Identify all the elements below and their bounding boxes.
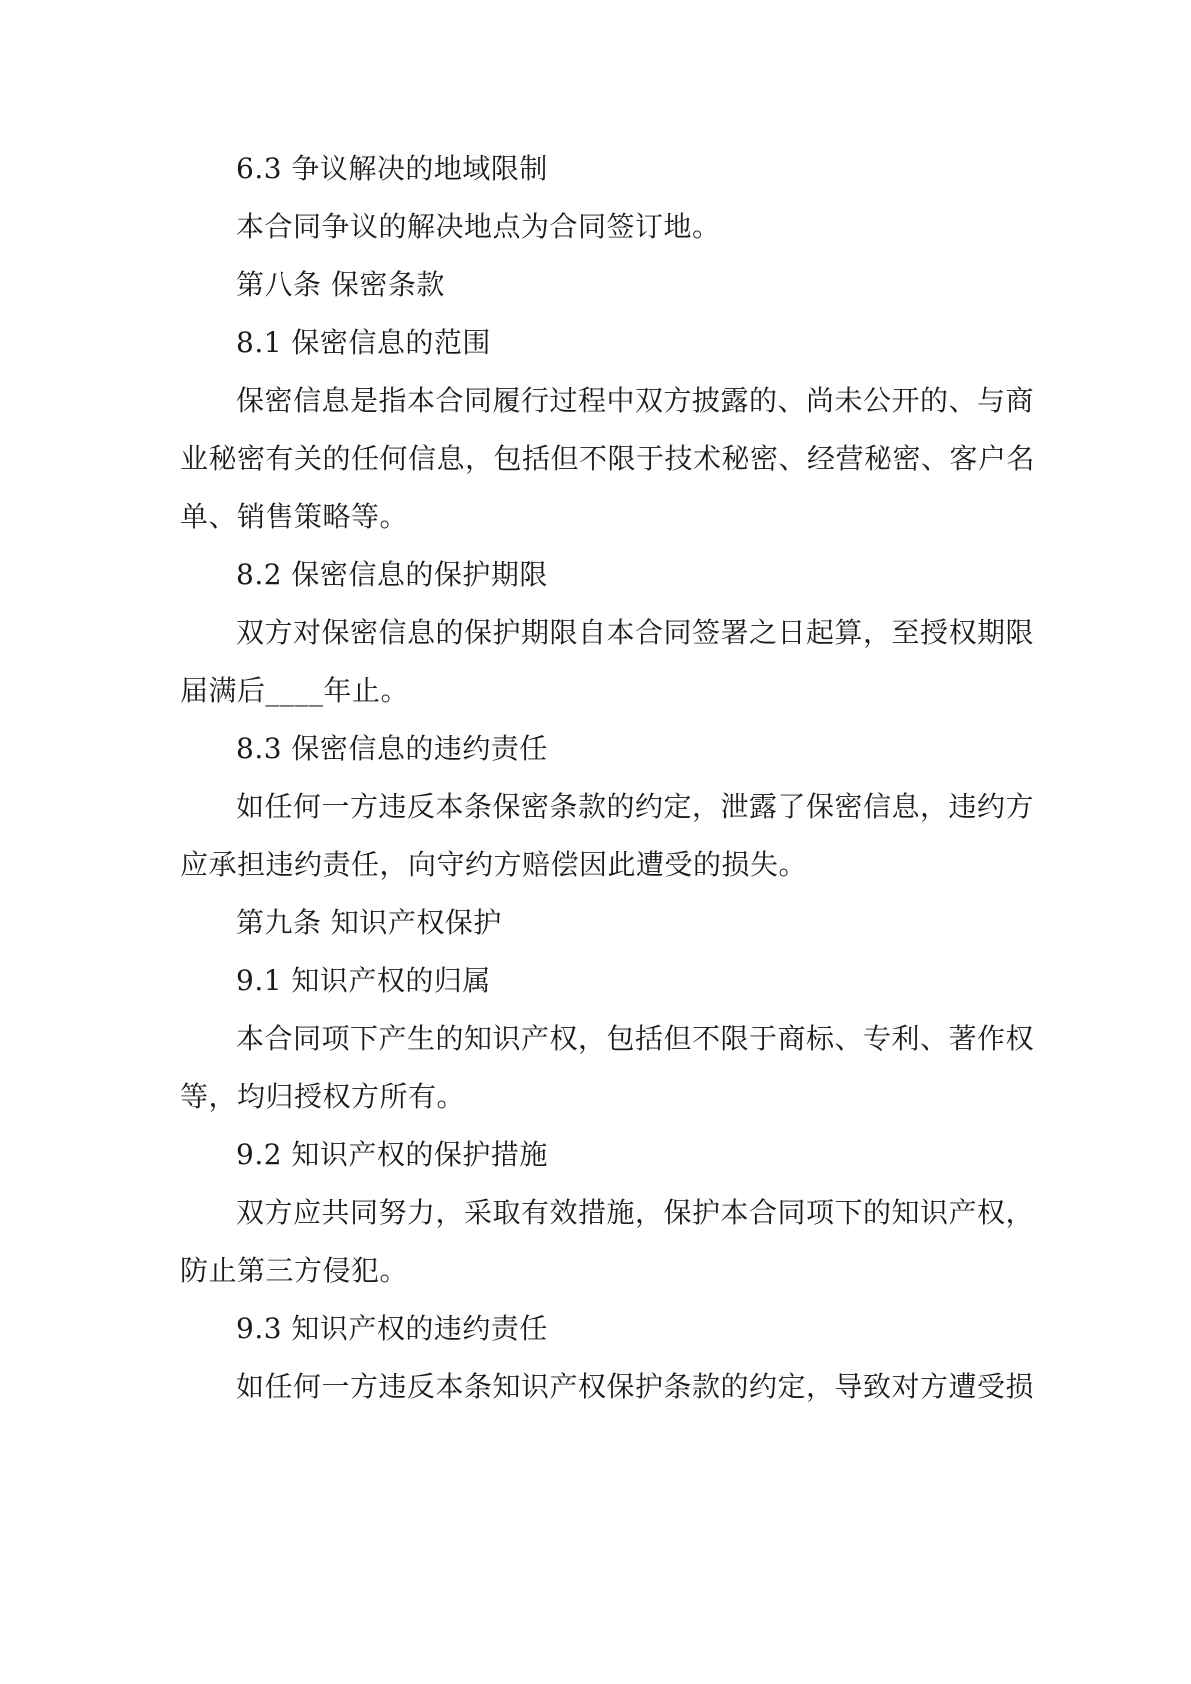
text-line: 等，均归授权方所有。 bbox=[180, 1080, 466, 1113]
document-body bbox=[180, 150, 1036, 1406]
text-line: 届满后____年止。 bbox=[180, 674, 410, 707]
paragraph-6-3-body: 本合同争议的解决地点为合同签订地。 bbox=[236, 210, 721, 243]
text-line: 本合同项下产生的知识产权，包括但不限于商标、专利、著作权 bbox=[236, 1022, 1035, 1055]
article-9-title: 第九条 知识产权保护 bbox=[236, 906, 502, 939]
heading-6-3: 6.3 争议解决的地域限制 bbox=[236, 152, 548, 185]
text-line: 双方对保密信息的保护期限自本合同签署之日起算，至授权期限 bbox=[236, 616, 1035, 649]
article-8-title: 第八条 保密条款 bbox=[236, 268, 445, 301]
text-line: 双方应共同努力，采取有效措施，保护本合同项下的知识产权， bbox=[236, 1196, 1035, 1229]
text-line: 业秘密有关的任何信息，包括但不限于技术秘密、经营秘密、客户名 bbox=[180, 442, 1036, 475]
paragraph-9-3-body: 如任何一方违反本条知识产权保护条款的约定，导致对方遭受损 bbox=[236, 1370, 1035, 1403]
paragraph-8-2-body bbox=[180, 614, 1035, 710]
text-line: 保密信息是指本合同履行过程中双方披露的、尚未公开的、与商 bbox=[236, 384, 1035, 417]
paragraph-8-3-body bbox=[180, 788, 1035, 884]
paragraph-8-1-body bbox=[180, 382, 1036, 536]
text-line: 防止第三方侵犯。 bbox=[180, 1254, 409, 1287]
paragraph-9-2-body bbox=[180, 1194, 1035, 1290]
heading-8-1: 8.1 保密信息的范围 bbox=[236, 326, 491, 359]
text-line: 单、销售策略等。 bbox=[180, 500, 409, 533]
heading-9-1: 9.1 知识产权的归属 bbox=[236, 964, 491, 997]
paragraph-9-1-body bbox=[180, 1020, 1035, 1116]
heading-8-3: 8.3 保密信息的违约责任 bbox=[236, 732, 548, 765]
text-line: 应承担违约责任，向守约方赔偿因此遭受的损失。 bbox=[180, 848, 808, 881]
heading-9-3: 9.3 知识产权的违约责任 bbox=[236, 1312, 548, 1345]
text-line: 如任何一方违反本条保密条款的约定，泄露了保密信息，违约方 bbox=[236, 790, 1035, 823]
heading-8-2: 8.2 保密信息的保护期限 bbox=[236, 558, 548, 591]
heading-9-2: 9.2 知识产权的保护措施 bbox=[236, 1138, 548, 1171]
